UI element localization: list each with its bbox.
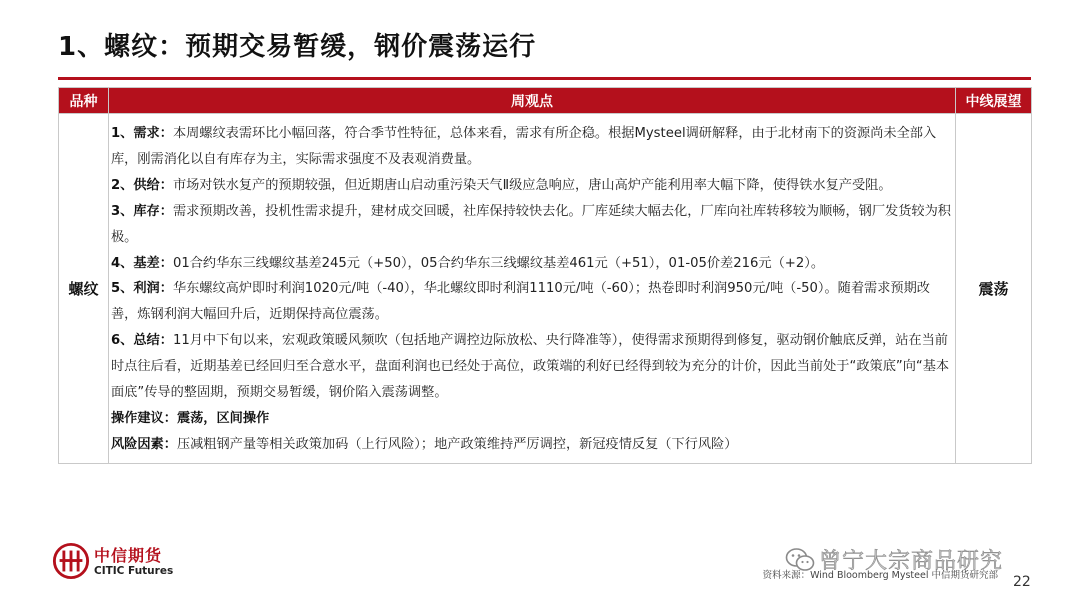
point-text: 01合约华东三线螺纹基差245元（+50），05合约华东三线螺纹基差461元（+51），01-05价差216元（+2）。 <box>172 255 825 271</box>
point-text: 本周螺纹表需环比小幅回落，符合季节性特征，总体来看，需求有所企稳。根据Mysteel调研解释，由于北材南下的资源尚未全部入库，刚需消化以自有库存为主，实际需求强度不及表观消费量。 <box>111 126 937 167</box>
source-note: 资料来源：Wind Bloomberg Mysteel 中信期货研究部 <box>762 570 998 581</box>
header-weekly-view: 周观点 <box>109 88 956 114</box>
logo-name-en: CITIC Futures <box>94 565 174 577</box>
page-number: 22 <box>1013 574 1031 590</box>
point-text: 华东螺纹高炉即时利润1020元/吨（-40），华北螺纹即时利润1110元/吨（-60）；热卷即时利润950元/吨（-50）。随着需求预期改善，炼钢利润大幅回升后，近期保持高位震荡。 <box>111 281 930 323</box>
point-text: 11月中下旬以来，宏观政策暖风频吹（包括地产调控边际放松、央行降准等），使得需求预期得到修复，驱动钢价触底反弹，站在当前时点往后看，近期基差已经回归至合意水平，盘面利润也已经处于高位，政策端的利好已经得到较为充分的计价，因此当前处于“政策底”向“基本面底”传导的整固期，预期交易暂缓，钢价陷入震荡调整。 <box>111 333 950 401</box>
watermark-text: 曾宁大宗商品研究 <box>819 549 1004 574</box>
page-title: 1、螺纹：预期交易暂缓，钢价震荡运行 <box>58 32 537 62</box>
header-mid-term-outlook: 中线展望 <box>956 88 1032 114</box>
point-trading-advice <box>111 406 953 432</box>
point-basis <box>111 251 953 277</box>
point-text: 需求预期改善，投机性需求提升，建材成交回暖，社库保持较快去化。厂库延续大幅去化，厂库向社库转移较为顺畅，钢厂发货较为积极。 <box>111 203 951 245</box>
table-row <box>59 114 1032 464</box>
citic-logo-icon <box>52 542 90 580</box>
point-text: 震荡，区间操作 <box>176 410 270 426</box>
point-label: 操作建议： <box>111 410 177 426</box>
weekly-view-cell <box>109 114 956 464</box>
point-label: 2、供给： <box>111 177 173 193</box>
point-inventory <box>111 199 953 251</box>
point-label: 6、总结： <box>111 333 173 349</box>
point-summary <box>111 328 953 406</box>
point-label: 3、库存： <box>111 203 173 219</box>
header-variety: 品种 <box>59 88 109 114</box>
weekly-view-table <box>58 87 1032 464</box>
logo-name-cn: 中信期货 <box>94 546 163 565</box>
point-supply <box>111 173 953 199</box>
point-label: 1、需求： <box>111 126 173 141</box>
point-label: 风险因素： <box>111 436 177 452</box>
title-divider <box>58 77 1031 80</box>
point-demand <box>111 121 953 173</box>
variety-cell: 螺纹 <box>59 114 109 464</box>
table-header-row <box>59 88 1032 114</box>
outlook-cell: 震荡 <box>956 114 1032 464</box>
citic-futures-logo <box>50 540 200 590</box>
point-label: 4、基差： <box>111 255 173 271</box>
point-profit <box>111 276 953 328</box>
point-text: 压减粗钢产量等相关政策加码（上行风险）；地产政策维持严厉调控，新冠疫情反复（下行风险） <box>176 436 738 452</box>
point-risk-factors <box>111 432 953 458</box>
point-text: 市场对铁水复产的预期较强，但近期唐山启动重污染天气Ⅱ级应急响应，唐山高炉产能利用率大幅下降，使得铁水复产受阻。 <box>172 177 892 193</box>
point-label: 5、利润： <box>111 281 173 297</box>
